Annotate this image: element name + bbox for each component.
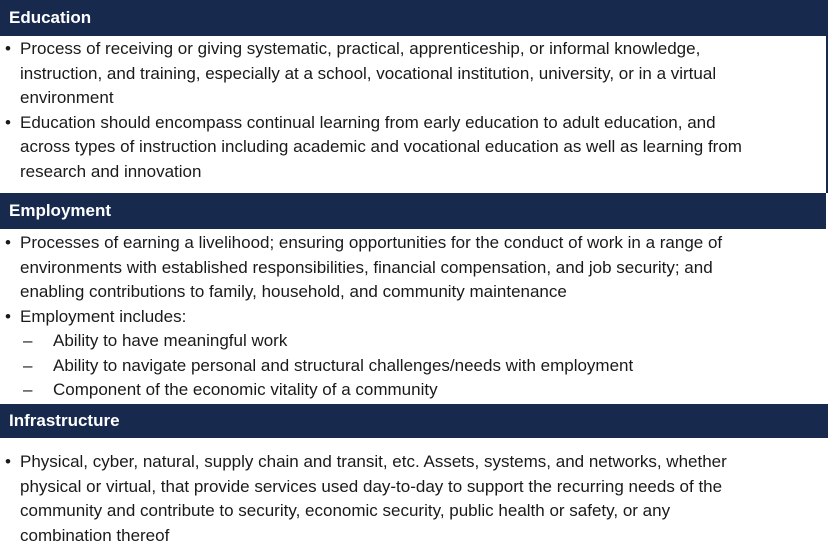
bullet-icon: • [5, 450, 11, 475]
list-item-text: Process of receiving or giving systematic, practical, apprenticeship, or informal knowledge, [20, 39, 700, 58]
sub-list-item [0, 354, 722, 379]
section-content-infrastructure [0, 450, 727, 548]
list-item-text: physical or virtual, that provide services used day-to-day to support the recurring needs of the [20, 477, 722, 496]
bullet-icon: • [5, 305, 11, 330]
dash-icon: – [23, 329, 32, 354]
list-item-text: environment [20, 88, 114, 107]
list-item-continuation [0, 86, 742, 111]
dash-icon: – [23, 354, 32, 379]
section-heading-infrastructure [0, 404, 828, 438]
section-heading-employment [0, 193, 826, 229]
list-item-text: Education should encompass continual learning from early education to adult education, and [20, 113, 716, 132]
section-heading-text: Infrastructure [9, 411, 120, 431]
list-item-continuation [0, 160, 742, 185]
bullet-icon: • [5, 231, 11, 256]
list-item-text: community and contribute to security, economic security, public health or safety, or any [20, 501, 670, 520]
bullet-icon: • [5, 37, 11, 62]
list-item [0, 305, 722, 330]
dash-icon: – [23, 378, 32, 403]
list-item-text: across types of instruction including academic and vocational education as well as learning from [20, 137, 742, 156]
list-item-text: Component of the economic vitality of a community [53, 380, 438, 399]
list-item-text: combination thereof [20, 526, 169, 545]
list-item-continuation [0, 280, 722, 305]
sub-list-item [0, 329, 722, 354]
list-item-continuation [0, 475, 727, 500]
section-content-employment [0, 231, 722, 403]
list-item [0, 111, 742, 136]
list-item-continuation [0, 499, 727, 524]
list-item-text: environments with established responsibilities, financial compensation, and job security; and [20, 258, 713, 277]
list-item-text: Physical, cyber, natural, supply chain and transit, etc. Assets, systems, and networks, whether [20, 452, 727, 471]
section-content-education [0, 37, 742, 184]
section-heading-text: Education [9, 8, 91, 28]
list-item-text: Ability to navigate personal and structural challenges/needs with employment [53, 356, 633, 375]
list-item [0, 450, 727, 475]
list-item-text: research and innovation [20, 162, 201, 181]
list-item-continuation [0, 62, 742, 87]
list-item-continuation [0, 524, 727, 548]
section-heading-education [0, 0, 828, 36]
list-item-text: enabling contributions to family, household, and community maintenance [20, 282, 567, 301]
list-item-text: Employment includes: [20, 307, 186, 326]
section-heading-text: Employment [9, 201, 111, 221]
list-item [0, 231, 722, 256]
list-item-text: instruction, and training, especially at a school, vocational institution, university, or in a virtual [20, 64, 716, 83]
list-item-text: Processes of earning a livelihood; ensuring opportunities for the conduct of work in a range of [20, 233, 722, 252]
list-item-text: Ability to have meaningful work [53, 331, 287, 350]
bullet-icon: • [5, 111, 11, 136]
list-item [0, 37, 742, 62]
sub-list-item [0, 378, 722, 403]
list-item-continuation [0, 256, 722, 281]
list-item-continuation [0, 135, 742, 160]
